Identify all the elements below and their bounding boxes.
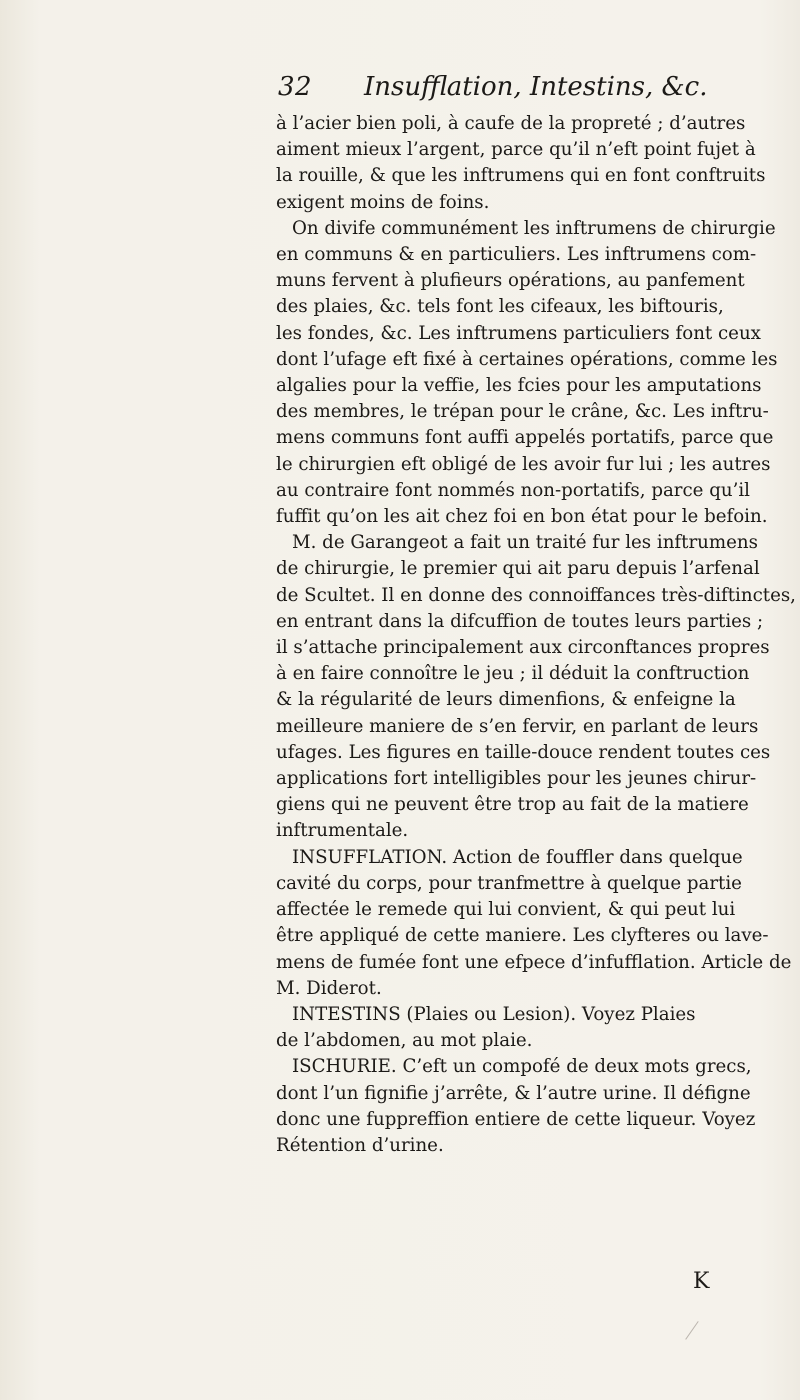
page-text <box>276 111 796 1381</box>
text-line: mens communs font auffi appelés portatifs, parce que <box>276 427 774 449</box>
text-line: meilleure maniere de s’en fervir, en parlant de leurs <box>276 715 759 737</box>
text-line: des plaies, &c. tels font les cifeaux, les biftouris, <box>276 296 724 318</box>
paragraph-instruments-types <box>276 216 778 530</box>
text-line: INTESTINS (Plaies ou Lesion). Voyez Plaies <box>292 1003 696 1025</box>
text-line: exigent moins de foins. <box>276 191 490 213</box>
text-line: être appliqué de cette maniere. Les clyfteres ou lave- <box>276 925 769 947</box>
text-line: en entrant dans la difcuffion de toutes leurs parties ; <box>276 610 764 632</box>
text-line: dont l’un fignifie j’arrête, & l’autre urine. Il défigne <box>276 1082 751 1104</box>
text-line: à l’acier bien poli, à caufe de la propreté ; d’autres <box>276 113 746 134</box>
text-line: la rouille, & que les inftrumens qui en font conftruits <box>276 165 766 187</box>
text-line: applications fort intelligibles pour les jeunes chirur- <box>276 768 757 790</box>
text-line: le chirurgien eft obligé de les avoir fur lui ; les autres <box>276 453 771 475</box>
text-line: aiment mieux l’argent, parce qu’il n’eft point fujet à <box>276 139 756 161</box>
text-line: de chirurgie, le premier qui ait paru depuis l’arfenal <box>276 558 760 580</box>
text-line: ISCHURIE. C’eft un compofé de deux mots grecs, <box>292 1056 752 1078</box>
text-line: de l’abdomen, au mot plaie. <box>276 1030 533 1052</box>
paragraph-garangeot <box>276 530 796 844</box>
text-line: donc une fuppreffion entiere de cette liqueur. Voyez <box>276 1108 756 1130</box>
paragraph-instruments-intro <box>276 111 766 216</box>
text-line: INSUFFLATION. Action de fouffler dans quelque <box>292 846 743 868</box>
page-number: 32 <box>278 72 313 102</box>
text-line: inftrumentale. <box>276 820 409 842</box>
text-line: au contraire font nommés non-portatifs, parce qu’il <box>276 479 751 501</box>
running-title: Insufflation, Intestins, &c. <box>364 72 708 102</box>
entry-intestins <box>276 1002 734 1054</box>
page-header <box>278 72 728 108</box>
text-line: algalies pour la veffie, les fcies pour les amputations <box>276 375 762 397</box>
text-line: à en faire connoître le jeu ; il déduit la conftruction <box>276 663 750 685</box>
entry-insufflation <box>276 845 792 1002</box>
text-line: & la régularité de leurs dimenfions, & enfeigne la <box>276 689 736 711</box>
text-line: fuffit qu’on les ait chez foi en bon état pour le befoin. <box>276 506 768 528</box>
text-line: en communs & en particuliers. Les inftrumens com- <box>276 244 757 266</box>
text-line: affectée le remede qui lui convient, & qui peut lui <box>276 899 736 921</box>
text-line: mens de fumée font une efpece d’infufflation. Article de <box>276 951 792 973</box>
text-line: les fondes, &c. Les inftrumens particuliers font ceux <box>276 322 761 344</box>
text-line: cavité du corps, pour tranfmettre à quelque partie <box>276 872 742 894</box>
text-line: Rétention d’urine. <box>276 1134 444 1156</box>
text-line: M. de Garangeot a fait un traité fur les inftrumens <box>292 532 758 554</box>
text-line: ufages. Les figures en taille-douce rendent toutes ces <box>276 741 771 763</box>
catchword: K <box>693 1269 710 1294</box>
text-line: dont l’ufage eft fixé à certaines opérations, comme les <box>276 348 778 370</box>
text-line: muns fervent à plufieurs opérations, au panfement <box>276 270 745 292</box>
text-line: giens qui ne peuvent être trop au fait de la matiere <box>276 794 749 816</box>
text-line: il s’attache principalement aux circonftances propres <box>276 637 770 659</box>
entry-ischurie <box>276 1054 756 1159</box>
text-line: On divife communément les inftrumens de chirurgie <box>292 217 776 239</box>
text-line: de Scultet. Il en donne des connoiffances très-diftinctes, <box>276 584 796 606</box>
text-line: des membres, le trépan pour le crâne, &c. Les inftru- <box>276 401 769 423</box>
text-line: M. Diderot. <box>276 977 382 999</box>
